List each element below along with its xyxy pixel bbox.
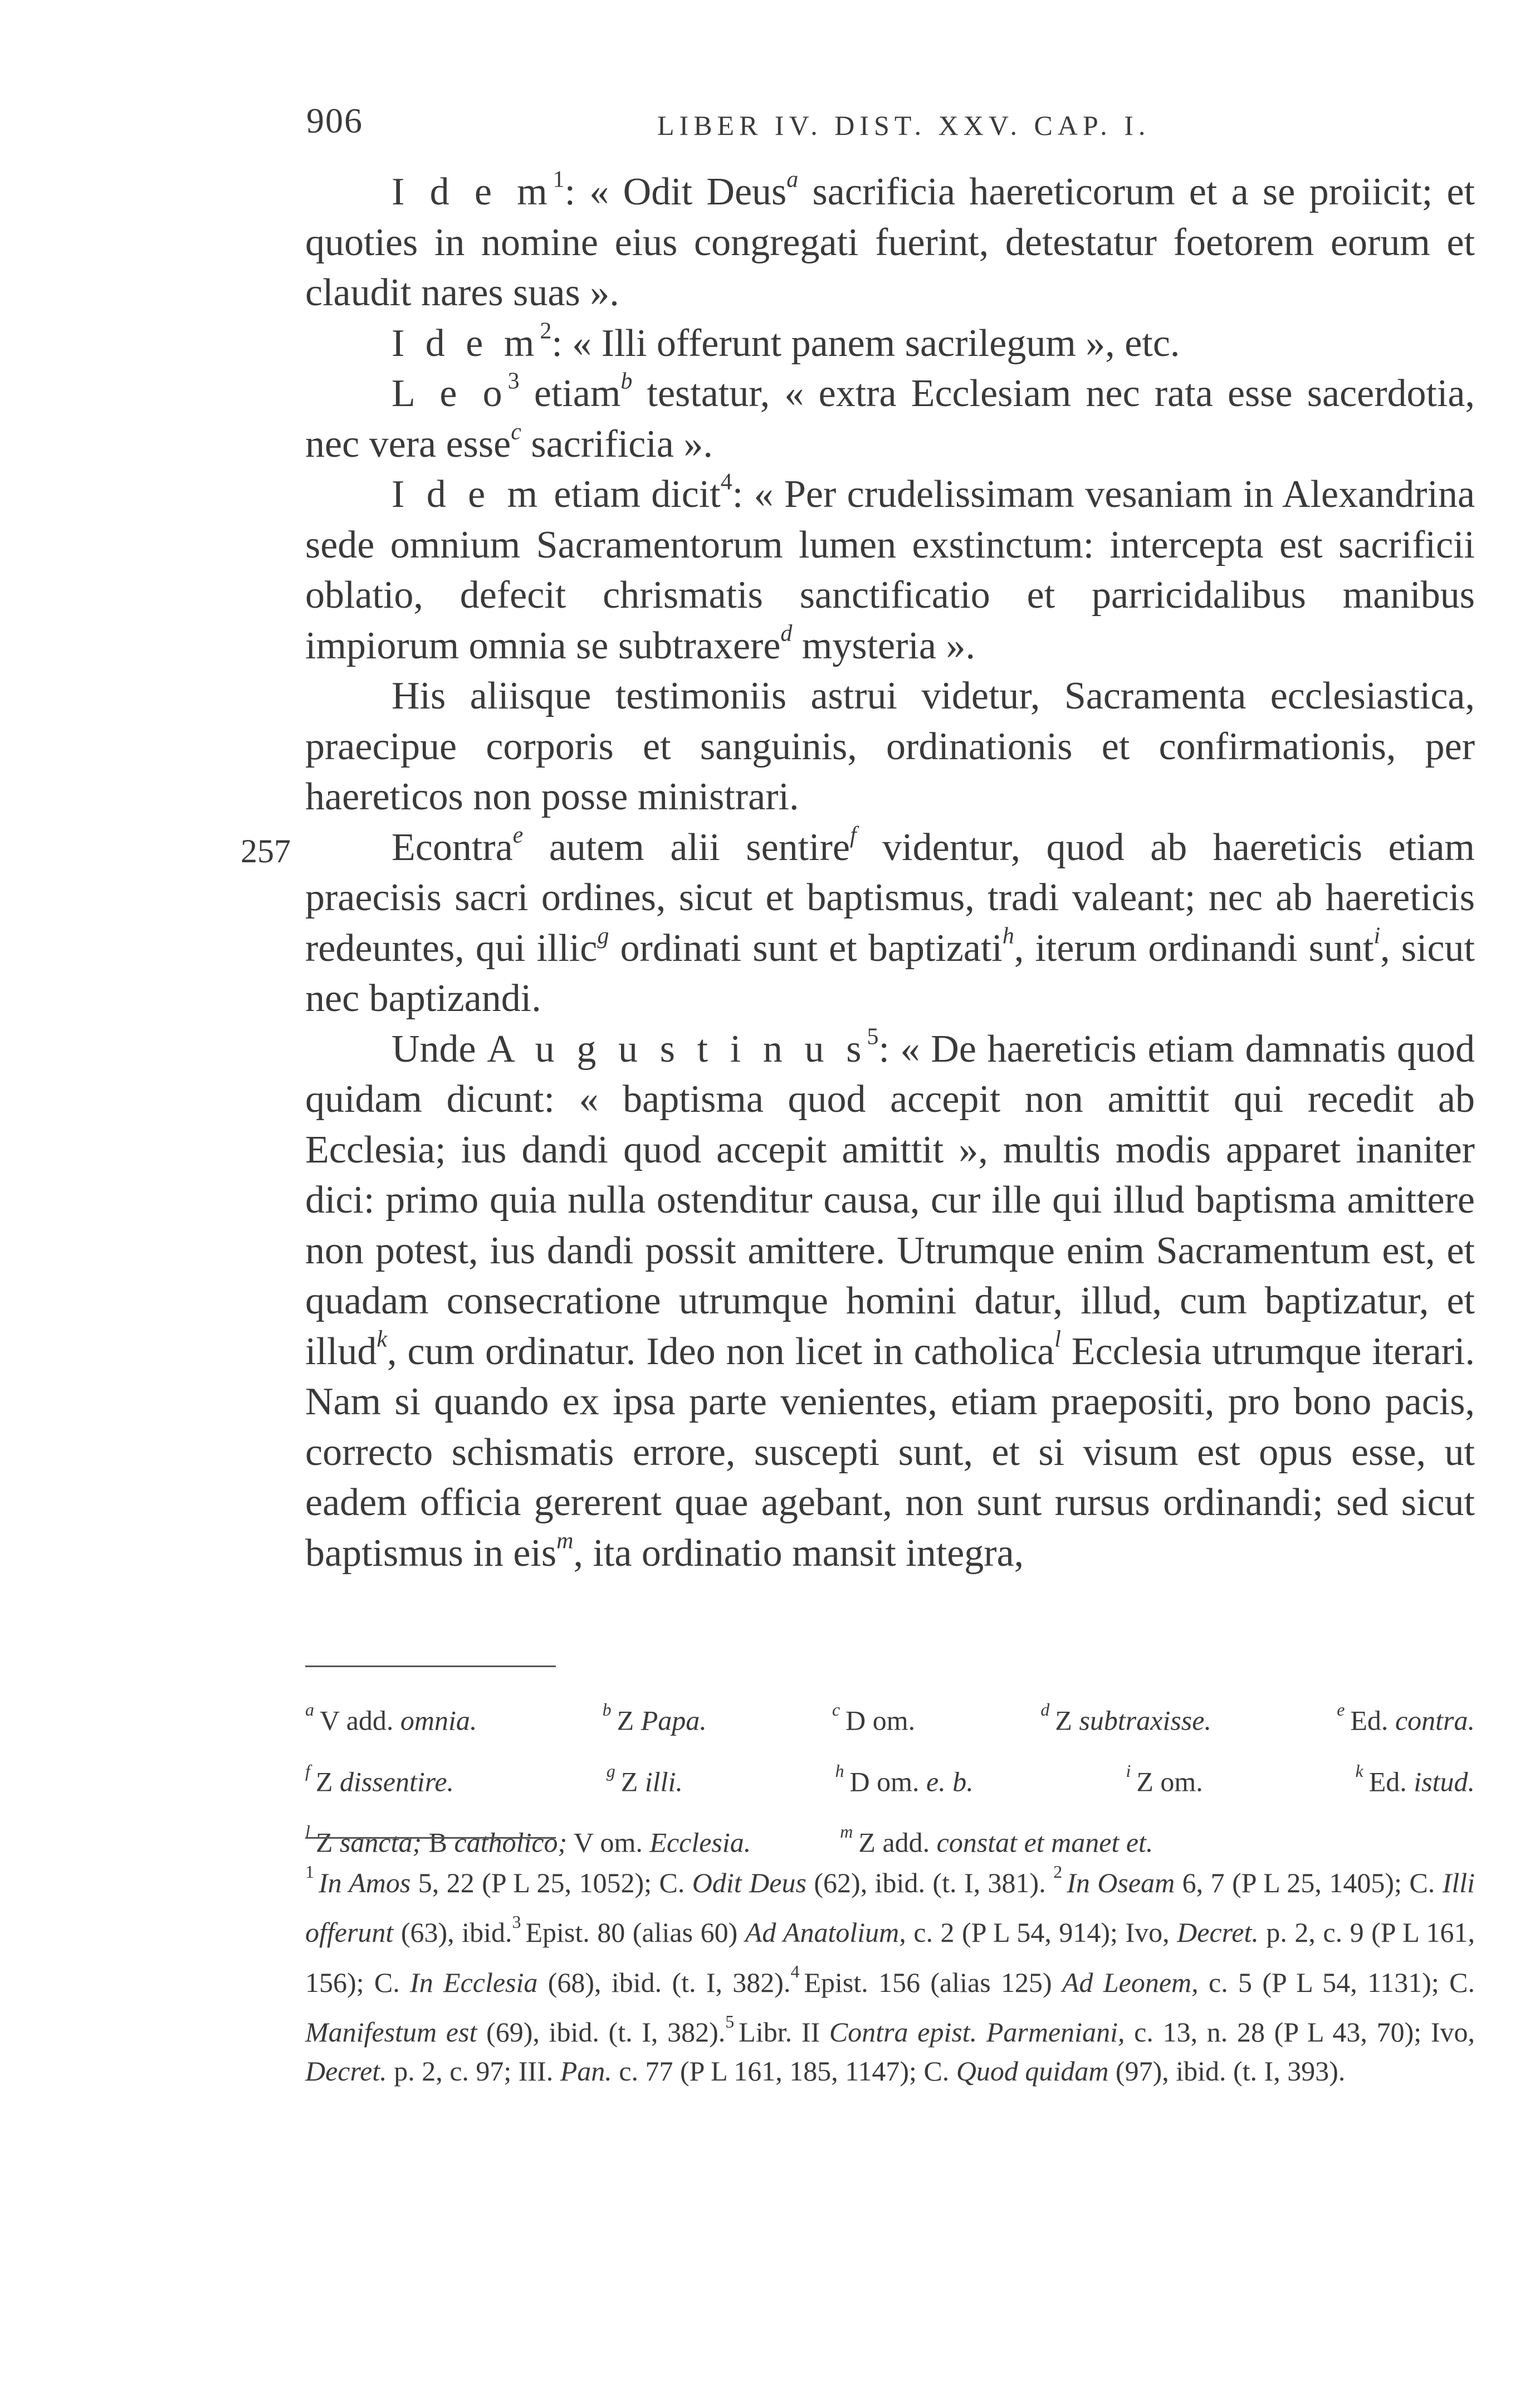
text: etiam dicit (543, 473, 721, 516)
variant-ref: g (597, 923, 609, 949)
footnote-ref: 2 (540, 318, 552, 344)
variant-ref: f (849, 822, 857, 848)
paragraph (305, 470, 1475, 671)
variant-entry: $^i$ Z om. (1126, 1760, 1203, 1798)
footnote-ref: 3 (507, 368, 520, 394)
variant-entry: $^a$ V add. omnia. (305, 1699, 477, 1736)
paragraph (305, 369, 1475, 470)
footnote-ref: 4 (720, 469, 732, 495)
footnote-ref: 1 (553, 167, 565, 193)
variant-ref: i (1373, 923, 1381, 949)
footnote: $^4$ Epist. 156 (alias 125) Ad Leonem, c. 5 (P L 54, 1131); C. Manifestum est (69), ibid. (t. I, 382). (305, 1961, 1475, 2048)
variant-row (305, 1746, 1475, 1807)
running-head: LIBER IV. DIST. XXV. CAP. I. (657, 110, 1151, 141)
variant-entry: $^d$ Z subtraxisse. (1040, 1699, 1211, 1736)
variant-ref: a (786, 167, 799, 193)
text: Econtra (392, 826, 513, 869)
text: autem alii sentire (523, 826, 850, 869)
text: sacrificia haereticorum et a se proiicit; et quoties in nomine eius congregati fuerint, detestatur foetorem eorum et claudit nares suas ». (305, 170, 1475, 314)
variant-ref: b (620, 368, 633, 394)
text: sacrificia ». (521, 422, 713, 466)
paragraph (305, 671, 1475, 823)
text: , sicut nec baptizandi. (305, 926, 1475, 1020)
variant-entry: $^c$ D om. (832, 1699, 916, 1736)
author-name: L e o (392, 372, 508, 415)
author-name: I d e m (392, 170, 553, 213)
footnote: $^5$ Libr. II Contra epist. Parmeniani, c. 13, n. 28 (P L 43, 70); Ivo, Decret. p. 2, c. 97; III. Pan. c. 77 (P L 161, 185, 1147); C. Quod quidam (97), ibid. (t. I, 393). (305, 2011, 1475, 2087)
text: Ecclesia utrumque iterari. Nam si quando ex ipsa parte venientes, etiam praepositi, pro bono pacis, correcto schismatis errore, suscepti sunt, et si visum est opus esse, ut eadem officia gererent quae agebant, non sunt rursus ordinandi; sed sicut baptismus in eis (305, 1330, 1475, 1575)
text: His aliisque testimoniis astrui videtur, Sacramenta ecclesiastica, praecipue corporis et sanguinis, ordinationis et confirmationis, per haereticos non posse ministrari. (305, 675, 1475, 818)
divider (305, 1837, 556, 1839)
variant-entry: $^m$ Z add. constat et manet et. (840, 1821, 1153, 1858)
author-name: A u g u s t i n u s (487, 1027, 867, 1071)
footnote: $^3$ Epist. 80 (alias 60) Ad Anatolium, c. 2 (P L 54, 914); Ivo, Decret. p. 2, c. 9 (P L 161, 156); C. In Ecclesia (68), ibid. (t. I, 382). (305, 1911, 1475, 1998)
text: : « Illi offerunt panem sacrilegum », etc. (551, 321, 1180, 365)
paragraph (305, 319, 1475, 369)
variant-entry: $^b$ Z Papa. (602, 1699, 707, 1736)
footnotes-block (305, 1852, 1475, 2090)
text: , cum ordinatur. Ideo non licet in catholica (387, 1330, 1055, 1373)
paragraph (305, 1024, 1475, 1579)
text: , iterum ordinandi sunt (1014, 926, 1374, 970)
text: : « Per crudelissimam vesaniam in Alexandrina sede omnium Sacramentorum lumen exstinctum: intercepta est sacrificii oblatio, defecit chrismatis sanctificatio et parricidalibus manibus impiorum omnia se subtraxere (305, 473, 1475, 667)
variant-ref: h (1002, 923, 1014, 949)
variant-entry: $^f$ Z dissentire. (305, 1760, 454, 1798)
variant-ref: m (556, 1528, 574, 1554)
divider (305, 1665, 556, 1667)
text: Unde (392, 1027, 476, 1071)
author-name: I d e m (392, 321, 540, 365)
variant-ref: d (780, 621, 793, 646)
paragraph (305, 823, 1475, 1024)
text: testatur, « extra Ecclesiam nec rata esse sacerdotia, nec vera esse (305, 372, 1475, 466)
variant-ref: c (511, 419, 521, 445)
variant-entry: $^k$ Ed. istud. (1355, 1760, 1475, 1798)
footnotes (305, 1852, 1475, 2090)
text: mysteria ». (792, 624, 975, 667)
main-text (305, 167, 1475, 1579)
page-number: 906 (306, 101, 363, 140)
variant-entry: $^g$ Z illi. (606, 1760, 683, 1798)
author-name: I d e m (392, 473, 544, 516)
text: videntur, quod ab haereticis etiam praecisis sacri ordines, sicut et baptismus, tradi valeant; nec ab haereticis redeuntes, qui illic (305, 826, 1475, 970)
paragraph (305, 167, 1475, 319)
text: : « De haereticis etiam damnatis quod quidam dicunt: « baptisma quod accepit non amittit qui recedit ab Ecclesia; ius dandi quod accepit amittit », multis modis apparet inaniter dici: primo quia nulla ostenditur causa, cur ille qui illud baptisma amittere non potest, ius dandi possit amittere. Utrumque enim Sacramentum est, et quadam consecratione utrumque homini datur, illud, cum baptizatur, et illud (305, 1027, 1475, 1373)
margin-number: 257 (241, 833, 291, 870)
variant-entry: $^e$ Ed. contra. (1337, 1699, 1475, 1736)
text: , ita ordinatio mansit integra, (573, 1531, 1024, 1575)
variant-entry: $^h$ D om. e. b. (835, 1760, 974, 1798)
variant-ref: l (1054, 1326, 1061, 1352)
variant-apparatus (305, 1684, 1475, 1868)
variant-entry: $^l$ Z sancta; B catholico; V om. Ecclesia. (305, 1821, 751, 1858)
text: : « Odit Deus (564, 170, 787, 213)
variant-ref: k (377, 1326, 388, 1352)
footnote: $^2$ In Oseam 6, 7 (P L 25, 1405); C. Illi offerunt (63), ibid. (305, 1862, 1475, 1948)
footnote-ref: 5 (867, 1024, 879, 1049)
variant-row (305, 1684, 1475, 1746)
footnote: $^1$ In Amos 5, 22 (P L 25, 1052); C. Odit Deus (62), ibid. (t. I, 381). (305, 1862, 1046, 1898)
text: ordinati sunt et baptizati (609, 926, 1003, 970)
variant-ref: e (512, 822, 524, 848)
text: etiam (519, 372, 621, 415)
